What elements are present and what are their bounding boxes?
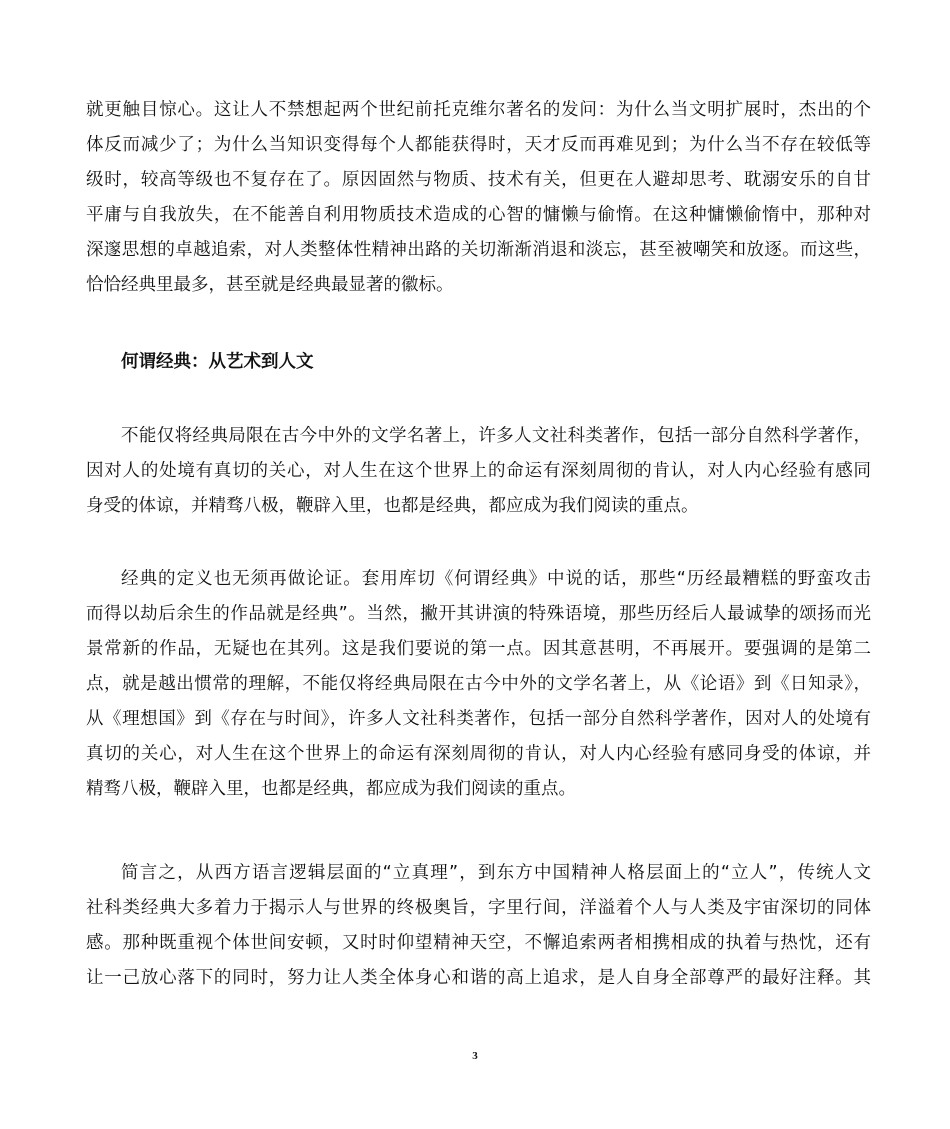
text-line: 恰恰经典里最多，甚至就是经典最显著的徽标。 [86,275,454,295]
text-line: 让一己放心落下的同时，努力让人类全体身心和谐的高上追求，是人自身全部尊严的最好注释。其 [86,968,871,988]
text-line: 因对人的处境有真切的关心，对人生在这个世界上的命运有深刻周彻的肯认，对人内心经验有感同 [86,461,871,481]
text-line: 简言之，从西方语言逻辑层面的“立真理”，到东方中国精神人格层面上的“立人”，传统人文 [121,863,871,883]
text-line: 不能仅将经典局限在古今中外的文学名著上，许多人文社科类著作，包括一部分自然科学著作， [121,426,871,446]
text-line: 级时，较高等级也不复存在了。原因固然与物质、技术有关，但更在人避却思考、耽溺安乐的自甘 [86,170,871,190]
text-line: 社科类经典大多着力于揭示人与世界的终极奥旨，字里行间，洋溢着个人与人类及宇宙深切的同体 [86,898,871,918]
text-line: 身受的体谅，并精骛八极，鞭辟入里，也都是经典，都应成为我们阅读的重点。 [86,496,699,516]
text-line: 从《理想国》到《存在与时间》，许多人文社科类著作，包括一部分自然科学著作，因对人的处境有 [86,709,871,729]
text-line: 而得以劫后余生的作品就是经典”。当然，撇开其讲演的特殊语境，那些历经后人最诚挚的颂扬而光 [86,604,871,624]
text-line: 精骛八极，鞭辟入里，也都是经典，都应成为我们阅读的重点。 [86,779,576,799]
text-line: 就更触目惊心。这让人不禁想起两个世纪前托克维尔著名的发问：为什么当文明扩展时，杰出的个 [86,100,871,120]
text-line: 感。那种既重视个体世间安顿，又时时仰望精神天空，不懈追索两者相携相成的执着与热忱，还有 [86,933,871,953]
text-line: 真切的关心，对人生在这个世界上的命运有深刻周彻的肯认，对人内心经验有感同身受的体谅，并 [86,744,871,764]
text-line: 经典的定义也无须再做论证。套用库切《何谓经典》中说的话，那些“历经最糟糕的野蛮攻击 [121,569,871,589]
text-line: 体反而减少了；为什么当知识变得每个人都能获得时，天才反而再难见到；为什么当不存在较低等 [86,135,871,155]
text-line: 平庸与自我放失，在不能善自利用物质技术造成的心智的慵懒与偷惰。在这种慵懒偷惰中，那种对 [86,205,871,225]
page-number: 3 [472,1050,478,1062]
section-heading: 何谓经典：从艺术到人文 [121,352,314,372]
text-line: 景常新的作品，无疑也在其列。这是我们要说的第一点。因其意甚明，不再展开。要强调的是第二 [86,639,871,659]
text-line: 深邃思想的卓越追索，对人类整体性精神出路的关切渐渐消退和淡忘，甚至被嘲笑和放逐。而这些， [86,240,871,260]
text-line: 点，就是越出惯常的理解，不能仅将经典局限在古今中外的文学名著上，从《论语》到《日知录》， [86,674,871,694]
